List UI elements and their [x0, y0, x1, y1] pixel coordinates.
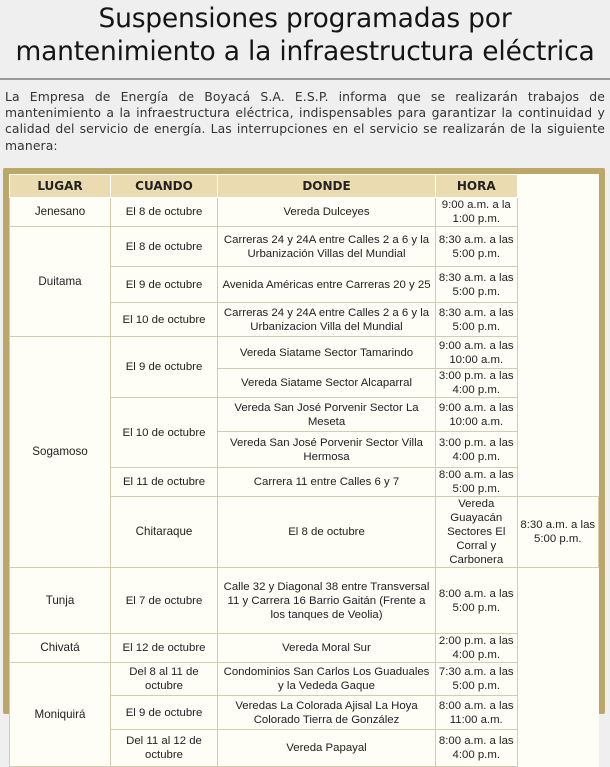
where-cell: Carreras 24 y 24A entre Calles 2 a 6 y la Urbanización Villas del Mundial	[218, 227, 436, 267]
hour-cell: 3:00 p.m. a las 4:00 p.m.	[436, 369, 518, 398]
where-cell: Carrera 11 entre Calles 6 y 7	[218, 468, 436, 497]
when-cell: El 8 de octubre	[111, 198, 218, 227]
when-cell: Del 11 al 12 de octubre	[111, 730, 218, 767]
table-row	[10, 198, 599, 227]
when-cell: El 9 de octubre	[111, 337, 218, 398]
header-lugar: LUGAR	[10, 175, 111, 198]
when-cell: Del 8 al 11 de octubre	[111, 663, 218, 696]
hour-cell: 8:00 a.m. a las 5:00 p.m.	[436, 568, 518, 634]
header-cuando: CUANDO	[111, 175, 218, 198]
where-cell: Vereda San José Porvenir Sector La Meseta	[218, 398, 436, 432]
where-cell: Vereda Moral Sur	[218, 634, 436, 663]
where-cell: Vereda Siatame Sector Alcaparral	[218, 369, 436, 398]
place-cell: Jenesano	[10, 198, 111, 227]
hour-cell: 9:00 a.m. a la 1:00 p.m.	[436, 198, 518, 227]
where-cell: Carreras 24 y 24A entre Calles 2 a 6 y la Urbanizacion Villa del Mundial	[218, 303, 436, 337]
when-cell: El 8 de octubre	[111, 227, 218, 267]
place-cell: Duitama	[10, 227, 111, 337]
hour-cell: 8:00 a.m. a las 5:00 p.m.	[436, 468, 518, 497]
notice-title	[0, 2, 610, 68]
place-cell: Chivatá	[10, 634, 111, 663]
when-cell: El 9 de octubre	[111, 696, 218, 730]
table-row	[10, 227, 599, 267]
place-cell: Tunja	[10, 568, 111, 634]
where-cell: Vereda Guayacán Sectores El Corral y Carbonera	[436, 497, 518, 568]
hour-cell: 3:00 p.m. a las 4:00 p.m.	[436, 432, 518, 468]
table-header-row	[10, 175, 599, 198]
when-cell: El 11 de octubre	[111, 468, 218, 497]
where-cell: Condominios San Carlos Los Guaduales y la Vededa Gaque	[218, 663, 436, 696]
intro-paragraph: La Empresa de Energía de Boyacá S.A. E.S.P. informa que se realizarán trabajos de mantenimiento a la infraestructura eléctrica, indispensables para garantizar la continuidad y calidad del servicio de energía. Las interrupciones en el servicio se realizarán de la siguiente manera:	[5, 89, 605, 153]
title-line-1: Suspensiones programadas por	[98, 3, 512, 34]
where-cell: Vereda Siatame Sector Tamarindo	[218, 337, 436, 369]
hour-cell: 8:00 a.m. a las 4:00 p.m.	[436, 730, 518, 767]
when-cell: El 8 de octubre	[218, 497, 436, 568]
hour-cell: 8:30 a.m. a las 5:00 p.m.	[436, 227, 518, 267]
where-cell: Calle 32 y Diagonal 38 entre Transversal 11 y Carrera 16 Barrio Gaitán (Frente a los tanques de Veolia)	[218, 568, 436, 634]
schedule-table	[9, 174, 599, 767]
hour-cell: 7:30 a.m. a las 5:00 p.m.	[436, 663, 518, 696]
header-donde: DONDE	[218, 175, 436, 198]
where-cell: Veredas La Colorada Ajisal La Hoya Colorado Tierra de González	[218, 696, 436, 730]
header-hora: HORA	[436, 175, 518, 198]
title-divider	[0, 78, 610, 80]
where-cell: Vereda San José Porvenir Sector Villa Hermosa	[218, 432, 436, 468]
place-cell: Sogamoso	[10, 337, 111, 568]
table-row	[10, 568, 599, 634]
hour-cell: 8:30 a.m. a las 5:00 p.m.	[517, 497, 599, 568]
table-row	[10, 663, 599, 696]
when-cell: El 12 de octubre	[111, 634, 218, 663]
table-row	[10, 634, 599, 663]
when-cell: El 10 de octubre	[111, 303, 218, 337]
place-cell: Moniquirá	[10, 663, 111, 767]
hour-cell: 2:00 p.m. a las 4:00 p.m.	[436, 634, 518, 663]
hour-cell: 9:00 a.m. a las 10:00 a.m.	[436, 337, 518, 369]
hour-cell: 8:30 a.m. a las 5:00 p.m.	[436, 303, 518, 337]
where-cell: Vereda Dulceyes	[218, 198, 436, 227]
table-row	[10, 337, 599, 369]
when-cell: El 7 de octubre	[111, 568, 218, 634]
place-cell: Chitaraque	[111, 497, 218, 568]
hour-cell: 9:00 a.m. a las 10:00 a.m.	[436, 398, 518, 432]
when-cell: El 10 de octubre	[111, 398, 218, 468]
where-cell: Vereda Papayal	[218, 730, 436, 767]
hour-cell: 8:30 a.m. a las 5:00 p.m.	[436, 267, 518, 303]
when-cell: El 9 de octubre	[111, 267, 218, 303]
where-cell: Avenida Américas entre Carreras 20 y 25	[218, 267, 436, 303]
hour-cell: 8:00 a.m. a las 11:00 a.m.	[436, 696, 518, 730]
title-line-2: mantenimiento a la infraestructura eléctrica	[15, 36, 595, 67]
schedule-table-frame	[3, 168, 605, 761]
